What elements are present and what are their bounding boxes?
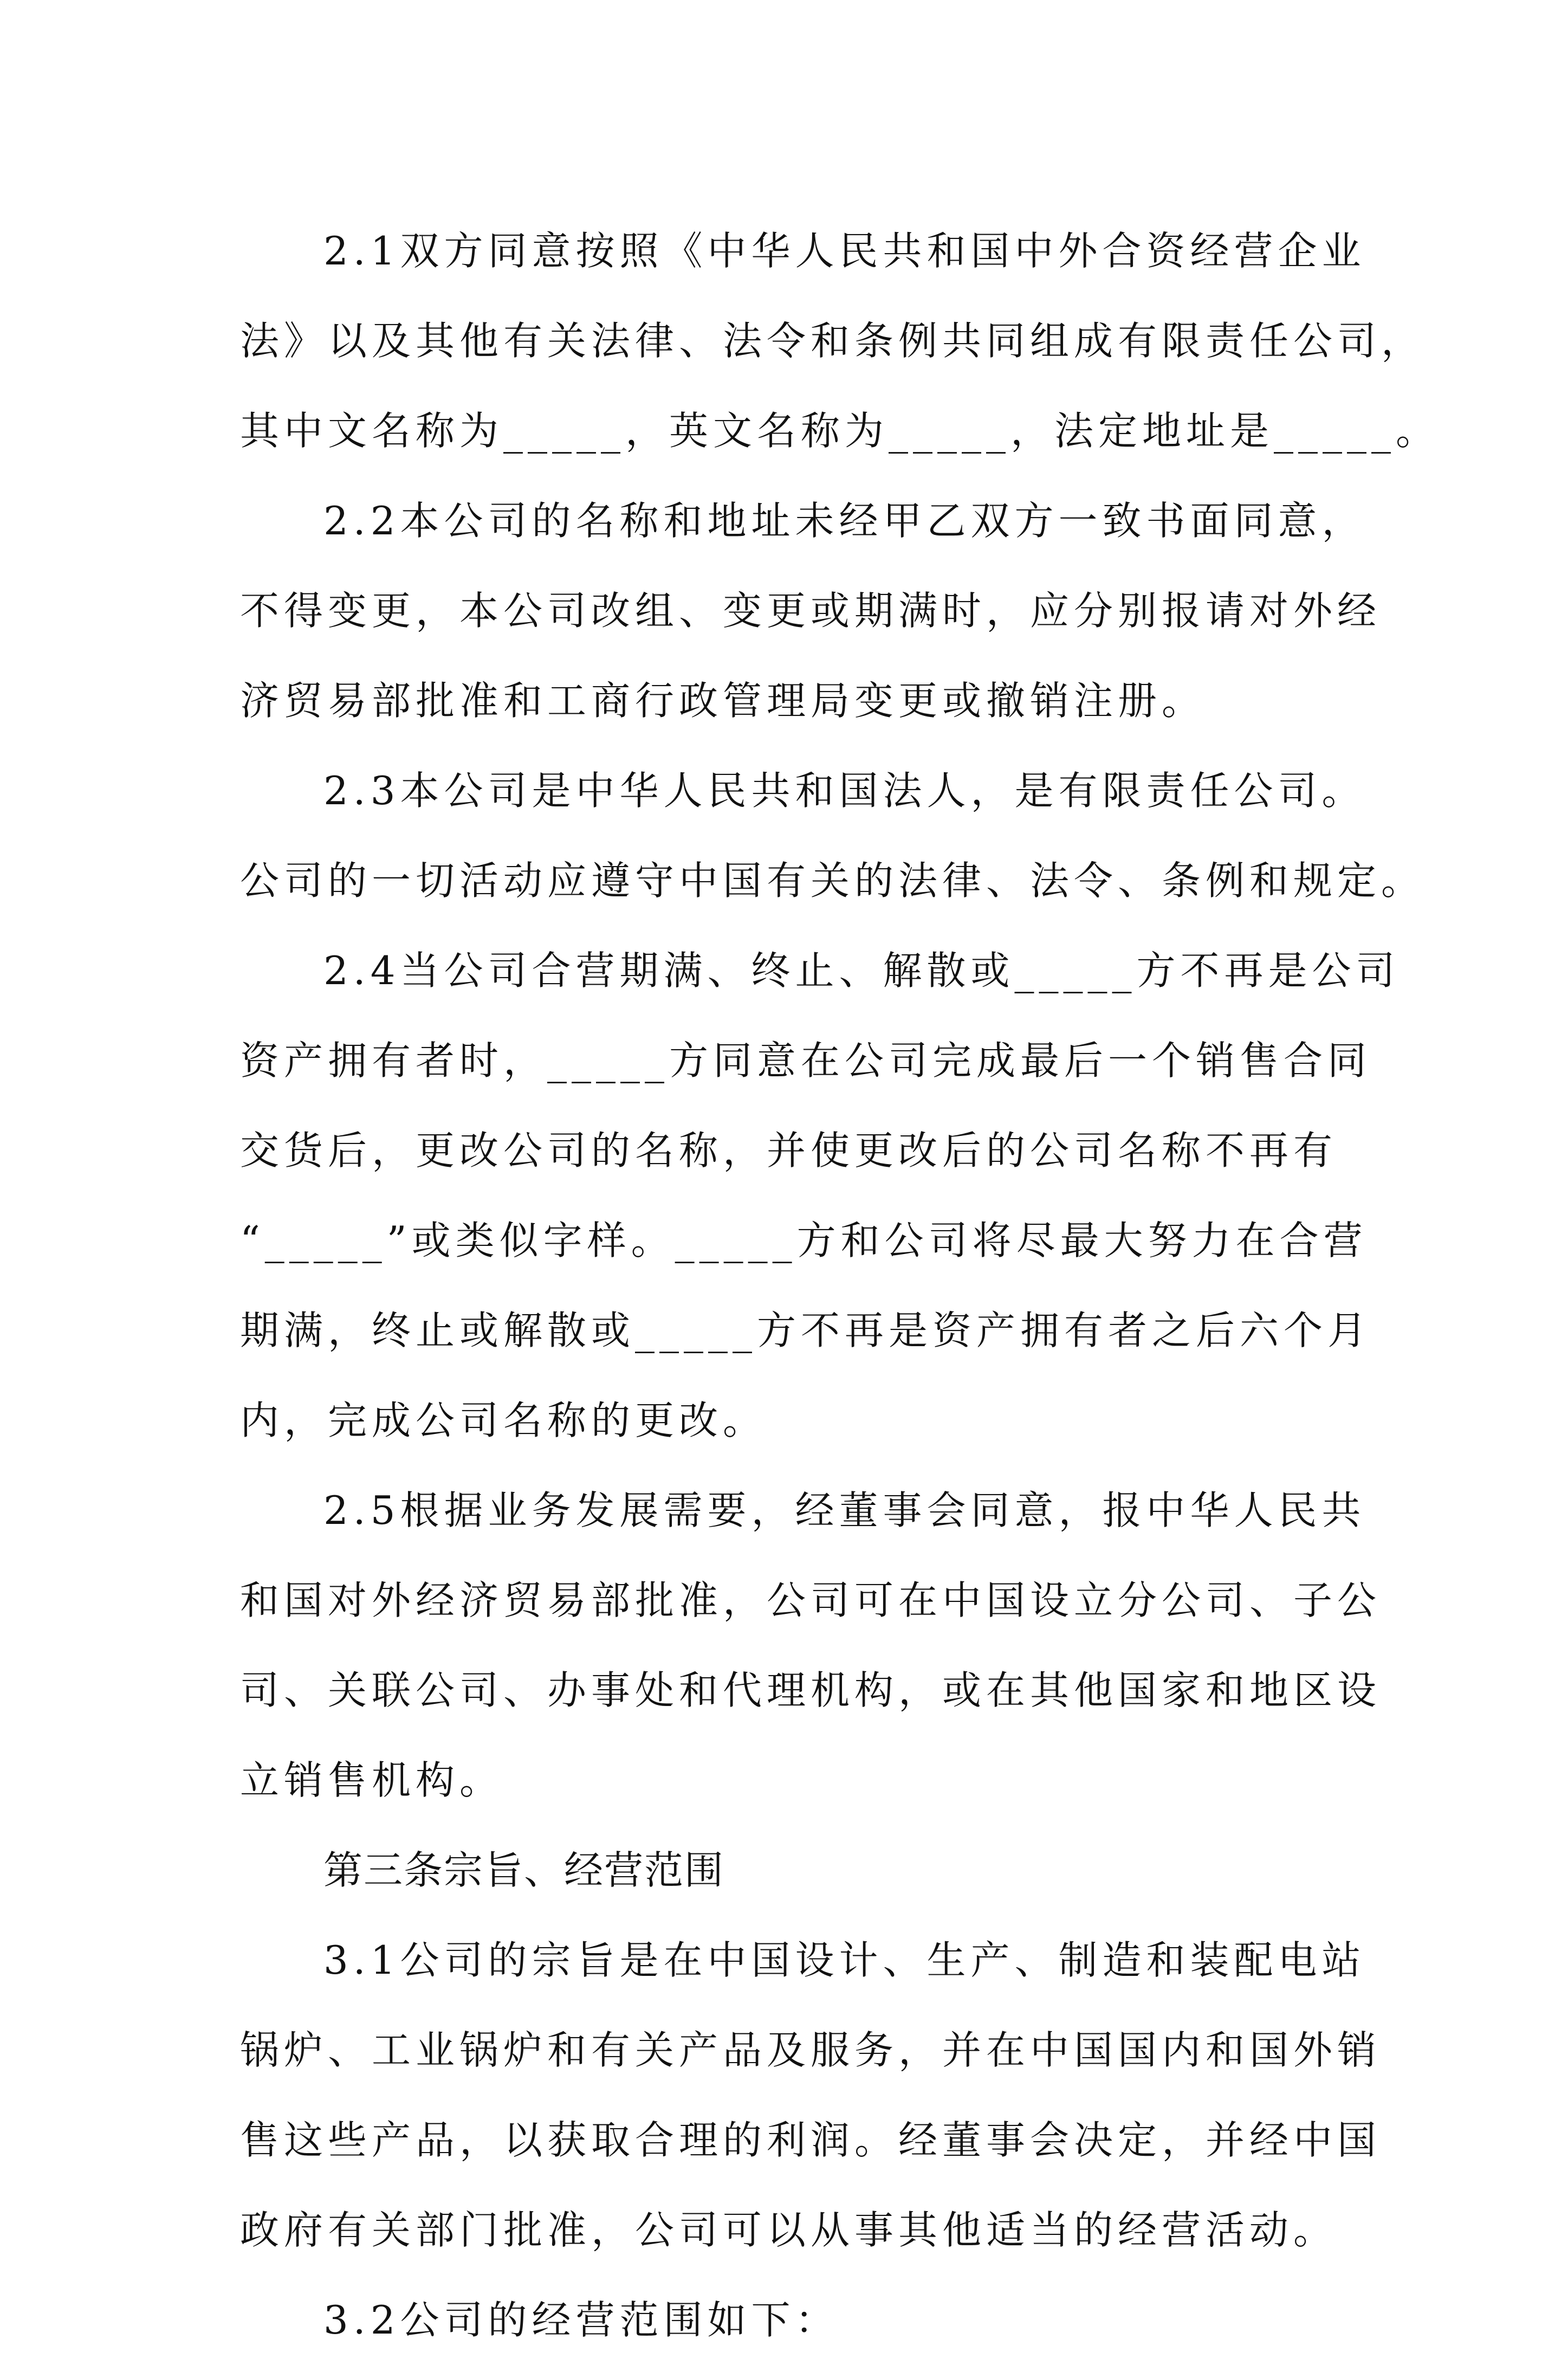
- section-heading: 第三条宗旨、经营范围: [323, 1847, 725, 1893]
- text-line: 法》以及其他有关法律、法令和条例共同组成有限责任公司，: [240, 318, 1426, 364]
- text-line: 司、关联公司、办事处和代理机构，或在其他国家和地区设: [240, 1668, 1382, 1713]
- text-line: 立销售机构。: [240, 1757, 504, 1803]
- text-line: 2.3本公司是中华人民共和国法人，是有限责任公司。: [323, 768, 1366, 813]
- text-line: 2.1双方同意按照《中华人民共和国中外合资经营企业: [323, 228, 1366, 274]
- text-line: 售这些产品，以获取合理的利润。经董事会决定，并经中国: [240, 2117, 1382, 2163]
- text-line: 公司的一切活动应遵守中国有关的法律、法令、条例和规定。: [240, 858, 1426, 903]
- text-line: 2.2本公司的名称和地址未经甲乙双方一致书面同意，: [323, 498, 1366, 544]
- text-line: 和国对外经济贸易部批准，公司可在中国设立分公司、子公: [240, 1578, 1382, 1623]
- text-line: 2.4当公司合营期满、终止、解散或_____方不再是公司: [323, 948, 1400, 993]
- text-line: 2.5根据业务发展需要，经董事会同意，报中华人民共: [323, 1488, 1366, 1533]
- document-body: [240, 206, 1440, 2365]
- text-line: 资产拥有者时，_____方同意在公司完成最后一个销售合同: [240, 1038, 1372, 1083]
- text-line: 济贸易部批准和工商行政管理局变更或撤销注册。: [240, 678, 1206, 723]
- text-line: 3.2公司的经营范围如下：: [323, 2297, 839, 2343]
- text-line: 不得变更，本公司改组、变更或期满时，应分别报请对外经: [240, 588, 1382, 634]
- text-line: 锅炉、工业锅炉和有关产品及服务，并在中国国内和国外销: [240, 2027, 1382, 2073]
- text-line: 内，完成公司名称的更改。: [240, 1398, 767, 1443]
- text-line: 3.1公司的宗旨是在中国设计、生产、制造和装配电站: [323, 1937, 1366, 1983]
- text-line: 交货后，更改公司的名称，并使更改后的公司名称不再有: [240, 1128, 1338, 1173]
- text-line: 政府有关部门批准，公司可以从事其他适当的经营活动。: [240, 2207, 1338, 2253]
- text-line: “_____”或类似字样。_____方和公司将尽最大努力在合营: [240, 1218, 1368, 1263]
- text-line: 其中文名称为_____，英文名称为_____，法定地址是_____。: [240, 408, 1440, 454]
- text-line: 期满，终止或解散或_____方不再是资产拥有者之后六个月: [240, 1308, 1372, 1353]
